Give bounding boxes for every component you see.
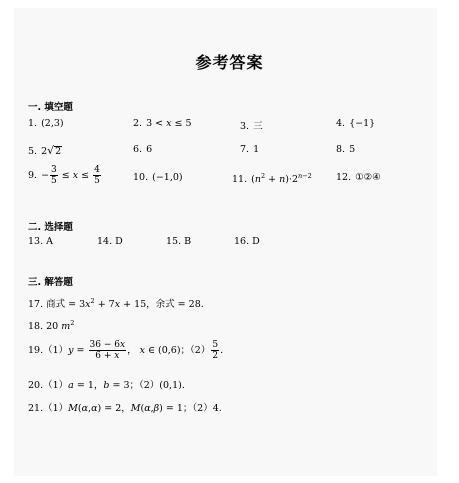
section-fill-heading: 一. 填空题 xyxy=(28,102,73,113)
choice-row xyxy=(0,236,459,260)
answer-11: 11. $(n^2 + n)\cdot 2^{n-2}$ xyxy=(232,172,312,186)
answer-5: 5. 2√2 xyxy=(28,144,62,157)
answer-2: 2. 3 < x ≤ 5 xyxy=(133,118,192,129)
answer-3: 3. 三 xyxy=(240,121,263,132)
answer-20: 20.（1）a = 1，b = 3；（2）(0,1). xyxy=(28,380,185,391)
choice-16: 16. D xyxy=(234,236,260,247)
answer-10: 10. (−1,0) xyxy=(133,172,183,183)
fill-row-1 xyxy=(0,118,459,142)
section-choice-heading: 二. 选择题 xyxy=(28,222,73,233)
page-title: 参考答案 xyxy=(195,53,264,72)
answer-7: 7. 1 xyxy=(240,144,260,155)
choice-15: 15. B xyxy=(166,236,192,247)
answer-19: 19.（1）y = $\frac{36 - 6x}{6 + x}$ ， x ∈ (0,6)；（2） $\frac{5}{2}$ . xyxy=(28,340,224,361)
section-solve-heading: 三. 解答题 xyxy=(28,277,73,288)
answer-9: 9. − $\frac{3}{5}$ ≤ x ≤ $\frac{4}{5}$ xyxy=(28,165,100,186)
answer-21: 21.（1）M(α,α) = 2，M(α,β) = 1；（2）4. xyxy=(28,403,222,414)
answer-17: 17. 商式 = $3x^2 + 7x + 15$，余式 = 28. xyxy=(28,296,204,310)
answer-1: 1. (2,3) xyxy=(28,118,64,129)
fill-row-3 xyxy=(0,165,459,195)
answer-18: 18. 20 $m^2$ xyxy=(28,319,75,333)
answer-6: 6. 6 xyxy=(133,144,153,155)
choice-13: 13. A xyxy=(28,236,53,247)
choice-14: 14. D xyxy=(97,236,123,247)
answer-8: 8. 5 xyxy=(336,144,356,155)
answer-12: 12. ①②④ xyxy=(336,172,381,183)
answer-4: 4. {−1} xyxy=(336,118,376,129)
